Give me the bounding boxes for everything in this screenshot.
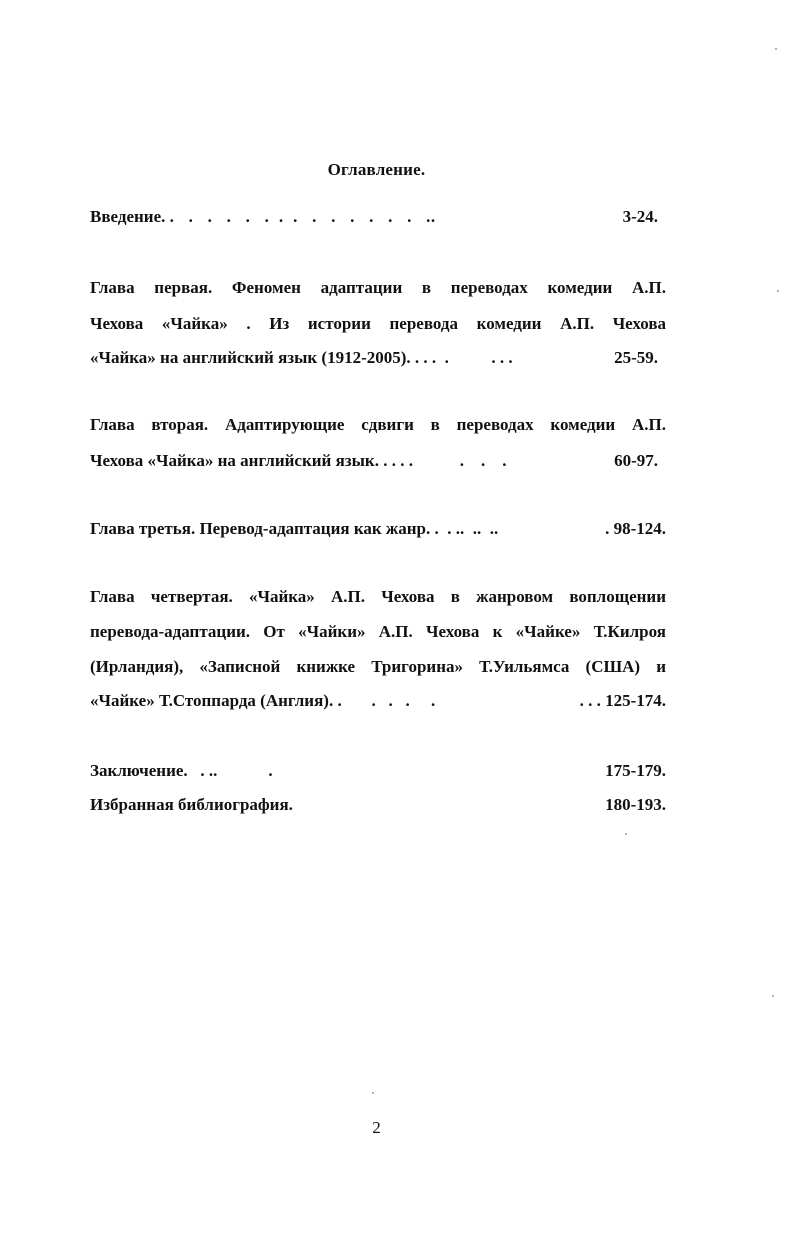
toc-entry-ch1-line3 <box>90 346 666 370</box>
toc-entry-ch4-line4 <box>90 689 666 713</box>
toc-entry-ch4-pages: . . . 125-174. <box>579 691 666 710</box>
toc-entry-ch1-pages: 25-59. <box>614 348 658 367</box>
toc-entry-ch3-pages: . 98-124. <box>605 519 666 538</box>
scan-speck <box>772 995 774 997</box>
toc-entry-intro <box>90 205 666 229</box>
toc-entry-conclusion-pages: 175-179. <box>605 761 666 780</box>
toc-entry-conclusion <box>90 759 666 783</box>
scan-speck <box>777 290 779 292</box>
toc-entry-ch1-line1: Глава первая. Феномен адаптации в переводах комедии А.П. <box>90 278 666 297</box>
toc-entry-ch2-pages: 60-97. <box>614 451 658 470</box>
toc-entry-intro-label <box>90 205 436 229</box>
toc-entry-ch3-text: Глава третья. Перевод-адаптация как жанр. . . .. .. .. <box>90 519 499 538</box>
toc-entry-ch4-line4-text: «Чайке» Т.Стоппарда (Англия). . . . . . <box>90 691 436 710</box>
toc-entry-ch1-line3-text: «Чайка» на английский язык (1912-2005). . . . . . . . <box>90 348 513 367</box>
scan-speck <box>372 1092 374 1094</box>
toc-entry-ch4-line3: (Ирландия), «Записной книжке Тригорина» Т.Уильямса (США) и <box>90 657 666 676</box>
toc-entry-ch4-line1: Глава четвертая. «Чайка» А.П. Чехова в жанровом воплощении <box>90 587 666 606</box>
toc-entry-ch2-line1: Глава вторая. Адаптирующие сдвиги в переводах комедии А.П. <box>90 415 666 434</box>
scan-speck <box>775 48 777 50</box>
toc-entry-intro-dots: . . . . . . . . . . . . . . .. <box>169 207 436 226</box>
toc-entry-ch2-line2-text: Чехова «Чайка» на английский язык. . . . . . . . <box>90 451 507 470</box>
page-number: 2 <box>372 1118 381 1137</box>
toc-entry-bibliography-text: Избранная библиография. <box>90 795 293 814</box>
toc-title: Оглавление. <box>327 160 426 179</box>
toc-entry-ch2-line2 <box>90 449 666 473</box>
toc-entry-ch3 <box>90 517 666 541</box>
scan-speck <box>625 833 627 835</box>
toc-entry-intro-pages: 3-24. <box>622 207 658 226</box>
toc-entry-ch1-line2: Чехова «Чайка» . Из истории перевода комедии А.П. Чехова <box>90 314 666 333</box>
toc-entry-bibliography-pages: 180-193. <box>605 795 666 814</box>
toc-entry-ch4-line2: перевода-адаптации. От «Чайки» А.П. Чехова к «Чайке» Т.Килроя <box>90 622 666 641</box>
toc-entry-conclusion-text: Заключение. . .. . <box>90 761 273 780</box>
toc-entry-intro-text: Введение. <box>90 207 166 226</box>
toc-entry-bibliography <box>90 793 666 817</box>
